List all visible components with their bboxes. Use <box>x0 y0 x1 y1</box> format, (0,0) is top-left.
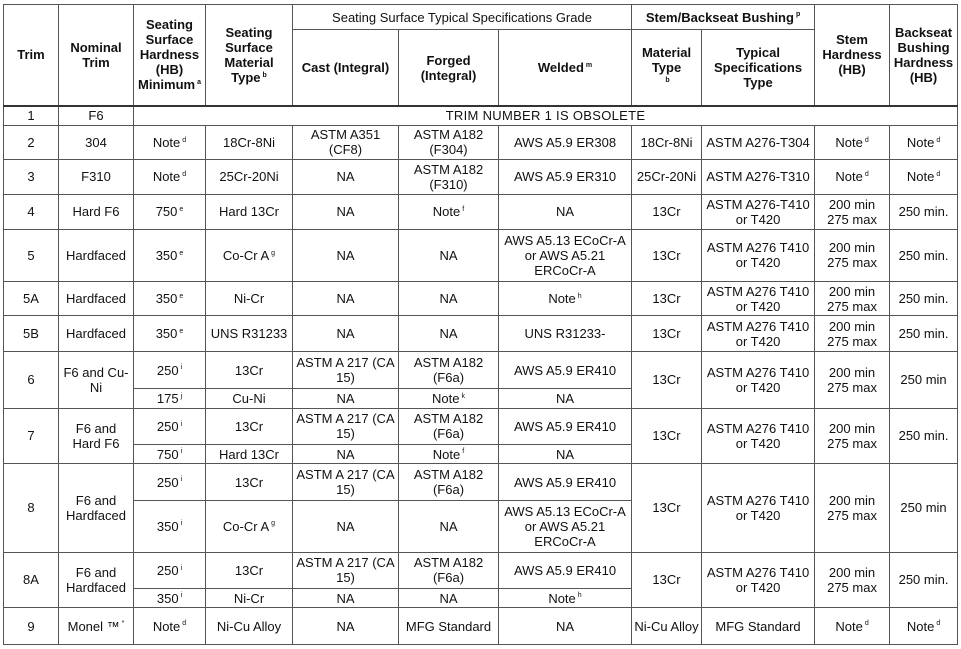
welded-spec: Note $^h$ <box>499 589 632 608</box>
table-row <box>4 281 958 315</box>
stem-hardness: 200 min 275 max <box>815 552 890 608</box>
seating-hardness: 350 $^i$ <box>134 500 206 552</box>
cast-spec: ASTM A 217 (CA 15) <box>293 351 399 389</box>
backseat-hardness: Note $^d$ <box>890 160 958 194</box>
seating-material: Ni-Cr <box>206 589 293 608</box>
material-type: 13Cr <box>632 316 702 351</box>
trim-number: 7 <box>4 408 59 464</box>
stem-hardness: 200 min 275 max <box>815 316 890 351</box>
material-type: 13Cr <box>632 552 702 608</box>
seating-material: 13Cr <box>206 464 293 501</box>
cast-spec: ASTM A351 (CF8) <box>293 125 399 159</box>
cast-spec: NA <box>293 316 399 351</box>
header-material-type: Material Type $^b$ <box>632 30 702 106</box>
trim-number: 8 <box>4 464 59 552</box>
trim-number: 3 <box>4 160 59 194</box>
seating-material: Cu-Ni <box>206 389 293 408</box>
backseat-hardness: 250 min <box>890 464 958 552</box>
cast-spec: NA <box>293 589 399 608</box>
seating-hardness: 350 $^i$ <box>134 589 206 608</box>
table-row <box>4 194 958 229</box>
seating-material: Ni-Cr <box>206 281 293 315</box>
cast-spec: NA <box>293 389 399 408</box>
table-row <box>4 160 958 194</box>
forged-spec: NA <box>399 281 499 315</box>
stem-hardness: 200 min 275 max <box>815 351 890 408</box>
cast-spec: NA <box>293 281 399 315</box>
table-row <box>4 552 958 589</box>
trim-number: 2 <box>4 125 59 159</box>
welded-spec: AWS A5.9 ER410 <box>499 351 632 389</box>
welded-spec: AWS A5.9 ER410 <box>499 464 632 501</box>
cast-spec: ASTM A 217 (CA 15) <box>293 408 399 445</box>
welded-spec: NA <box>499 194 632 229</box>
trim-number: 5 <box>4 230 59 282</box>
forged-spec: ASTM A182 (F6a) <box>399 464 499 501</box>
seating-material: 13Cr <box>206 552 293 589</box>
typical-spec: ASTM A276-T410 or T420 <box>702 194 815 229</box>
typical-spec: ASTM A276 T410 or T420 <box>702 408 815 464</box>
forged-spec: Note $^f$ <box>399 445 499 464</box>
cast-spec: NA <box>293 445 399 464</box>
stem-hardness: Note $^d$ <box>815 125 890 159</box>
backseat-hardness: 250 min. <box>890 552 958 608</box>
nominal-trim: Hardfaced <box>59 230 134 282</box>
forged-spec: NA <box>399 230 499 282</box>
cast-spec: NA <box>293 230 399 282</box>
trim-number: 8A <box>4 552 59 608</box>
typical-spec: ASTM A276-T304 <box>702 125 815 159</box>
seating-material: 13Cr <box>206 351 293 389</box>
seating-hardness: Note $^d$ <box>134 125 206 159</box>
trim-number: 4 <box>4 194 59 229</box>
welded-spec: NA <box>499 445 632 464</box>
header-nominal-trim: Nominal Trim <box>59 5 134 106</box>
seating-material: 13Cr <box>206 408 293 445</box>
seating-hardness: 350 $^e$ <box>134 230 206 282</box>
header-typical-spec-type: Typical Specifications Type <box>702 30 815 106</box>
welded-spec: UNS R31233- <box>499 316 632 351</box>
forged-spec: NA <box>399 589 499 608</box>
seating-hardness: 750 $^e$ <box>134 194 206 229</box>
table-row <box>4 351 958 389</box>
stem-hardness: 200 min 275 max <box>815 281 890 315</box>
header-trim: Trim <box>4 5 59 106</box>
trim-number: 5A <box>4 281 59 315</box>
table-row <box>4 464 958 501</box>
forged-spec: ASTM A182 (F6a) <box>399 552 499 589</box>
header-forged: Forged (Integral) <box>399 30 499 106</box>
forged-spec: ASTM A182 (F6a) <box>399 408 499 445</box>
typical-spec: ASTM A276 T410 or T420 <box>702 316 815 351</box>
trim-number: 6 <box>4 351 59 408</box>
obsolete-notice: TRIM NUMBER 1 IS OBSOLETE <box>134 106 958 125</box>
seating-hardness: 350 $^e$ <box>134 316 206 351</box>
header-welded: Welded $^m$ <box>499 30 632 106</box>
stem-hardness: 200 min 275 max <box>815 408 890 464</box>
trim-specifications-table <box>3 4 958 645</box>
backseat-hardness: 250 min <box>890 351 958 408</box>
seating-hardness: 250 $^i$ <box>134 552 206 589</box>
typical-spec: ASTM A276 T410 or T420 <box>702 552 815 608</box>
header-stem-hardness: Stem Hardness (HB) <box>815 5 890 106</box>
stem-hardness: Note $^d$ <box>815 160 890 194</box>
welded-spec: NA <box>499 608 632 645</box>
typical-spec: ASTM A276 T410 or T420 <box>702 230 815 282</box>
seating-hardness: 250 $^i$ <box>134 408 206 445</box>
material-type: 13Cr <box>632 194 702 229</box>
nominal-trim: F6 and Hardfaced <box>59 464 134 552</box>
stem-hardness: Note $^d$ <box>815 608 890 645</box>
trim-number: 5B <box>4 316 59 351</box>
welded-spec: AWS A5.9 ER410 <box>499 408 632 445</box>
material-type: 13Cr <box>632 351 702 408</box>
forged-spec: NA <box>399 500 499 552</box>
header-stem-group: Stem/Backseat Bushing $^p$ <box>632 5 815 30</box>
table-row <box>4 106 958 125</box>
table-row <box>4 316 958 351</box>
cast-spec: NA <box>293 194 399 229</box>
nominal-trim: Hardfaced <box>59 281 134 315</box>
seating-hardness: Note $^d$ <box>134 160 206 194</box>
seating-material: UNS R31233 <box>206 316 293 351</box>
backseat-hardness: Note $^d$ <box>890 608 958 645</box>
seating-material: Co-Cr A $^g$ <box>206 500 293 552</box>
nominal-trim: F6 and Hard F6 <box>59 408 134 464</box>
typical-spec: ASTM A276 T410 or T420 <box>702 351 815 408</box>
table-row <box>4 125 958 159</box>
material-type: 13Cr <box>632 408 702 464</box>
stem-hardness: 200 min 275 max <box>815 230 890 282</box>
cast-spec: NA <box>293 500 399 552</box>
typical-spec: ASTM A276-T310 <box>702 160 815 194</box>
welded-spec: Note $^h$ <box>499 281 632 315</box>
material-type: 13Cr <box>632 230 702 282</box>
seating-material: 25Cr-20Ni <box>206 160 293 194</box>
material-type: 25Cr-20Ni <box>632 160 702 194</box>
typical-spec: ASTM A276 T410 or T420 <box>702 281 815 315</box>
cast-spec: NA <box>293 608 399 645</box>
header-seating-hardness: Seating Surface Hardness (HB) Minimum $^a$ <box>134 5 206 106</box>
backseat-hardness: 250 min. <box>890 316 958 351</box>
welded-spec: AWS A5.9 ER310 <box>499 160 632 194</box>
forged-spec: ASTM A182 (F304) <box>399 125 499 159</box>
welded-spec: AWS A5.13 ECoCr-A or AWS A5.21 ERCoCr-A <box>499 230 632 282</box>
backseat-hardness: Note $^d$ <box>890 125 958 159</box>
backseat-hardness: 250 min. <box>890 230 958 282</box>
seating-hardness: 350 $^e$ <box>134 281 206 315</box>
nominal-trim: Hardfaced <box>59 316 134 351</box>
cast-spec: ASTM A 217 (CA 15) <box>293 464 399 501</box>
trim-number: 9 <box>4 608 59 645</box>
nominal-trim: F6 and Hardfaced <box>59 552 134 608</box>
welded-spec: NA <box>499 389 632 408</box>
cast-spec: ASTM A 217 (CA 15) <box>293 552 399 589</box>
material-type: 13Cr <box>632 464 702 552</box>
forged-spec: Note $^k$ <box>399 389 499 408</box>
nominal-trim: Hard F6 <box>59 194 134 229</box>
backseat-hardness: 250 min. <box>890 408 958 464</box>
welded-spec: AWS A5.9 ER308 <box>499 125 632 159</box>
typical-spec: ASTM A276 T410 or T420 <box>702 464 815 552</box>
header-seating-material: Seating Surface Material Type $^b$ <box>206 5 293 106</box>
nominal-trim: Monel ™ * <box>59 608 134 645</box>
material-type: 18Cr-8Ni <box>632 125 702 159</box>
cast-spec: NA <box>293 160 399 194</box>
stem-hardness: 200 min 275 max <box>815 464 890 552</box>
trim-number: 1 <box>4 106 59 125</box>
nominal-trim: F310 <box>59 160 134 194</box>
backseat-hardness: 250 min. <box>890 281 958 315</box>
seating-material: Hard 13Cr <box>206 445 293 464</box>
welded-spec: AWS A5.13 ECoCr-A or AWS A5.21 ERCoCr-A <box>499 500 632 552</box>
stem-hardness: 200 min 275 max <box>815 194 890 229</box>
table-row <box>4 230 958 282</box>
seating-hardness: 250 $^i$ <box>134 464 206 501</box>
forged-spec: NA <box>399 316 499 351</box>
seating-hardness: 175 $^j$ <box>134 389 206 408</box>
nominal-trim: F6 and Cu-Ni <box>59 351 134 408</box>
forged-spec: ASTM A182 (F310) <box>399 160 499 194</box>
header-cast: Cast (Integral) <box>293 30 399 106</box>
forged-spec: Note $^f$ <box>399 194 499 229</box>
seating-hardness: 250 $^i$ <box>134 351 206 389</box>
nominal-trim: 304 <box>59 125 134 159</box>
forged-spec: ASTM A182 (F6a) <box>399 351 499 389</box>
seating-material: Hard 13Cr <box>206 194 293 229</box>
nominal-trim: F6 <box>59 106 134 125</box>
forged-spec: MFG Standard <box>399 608 499 645</box>
material-type: Ni-Cu Alloy <box>632 608 702 645</box>
welded-spec: AWS A5.9 ER410 <box>499 552 632 589</box>
seating-material: Co-Cr A $^g$ <box>206 230 293 282</box>
seating-material: 18Cr-8Ni <box>206 125 293 159</box>
table-row <box>4 408 958 445</box>
material-type: 13Cr <box>632 281 702 315</box>
backseat-hardness: 250 min. <box>890 194 958 229</box>
header-seating-spec-group: Seating Surface Typical Specifications Grade <box>293 5 632 30</box>
header-backseat-hardness: Backseat Bushing Hardness (HB) <box>890 5 958 106</box>
typical-spec: MFG Standard <box>702 608 815 645</box>
seating-hardness: 750 $^i$ <box>134 445 206 464</box>
table-row <box>4 608 958 645</box>
seating-hardness: Note $^d$ <box>134 608 206 645</box>
seating-material: Ni-Cu Alloy <box>206 608 293 645</box>
